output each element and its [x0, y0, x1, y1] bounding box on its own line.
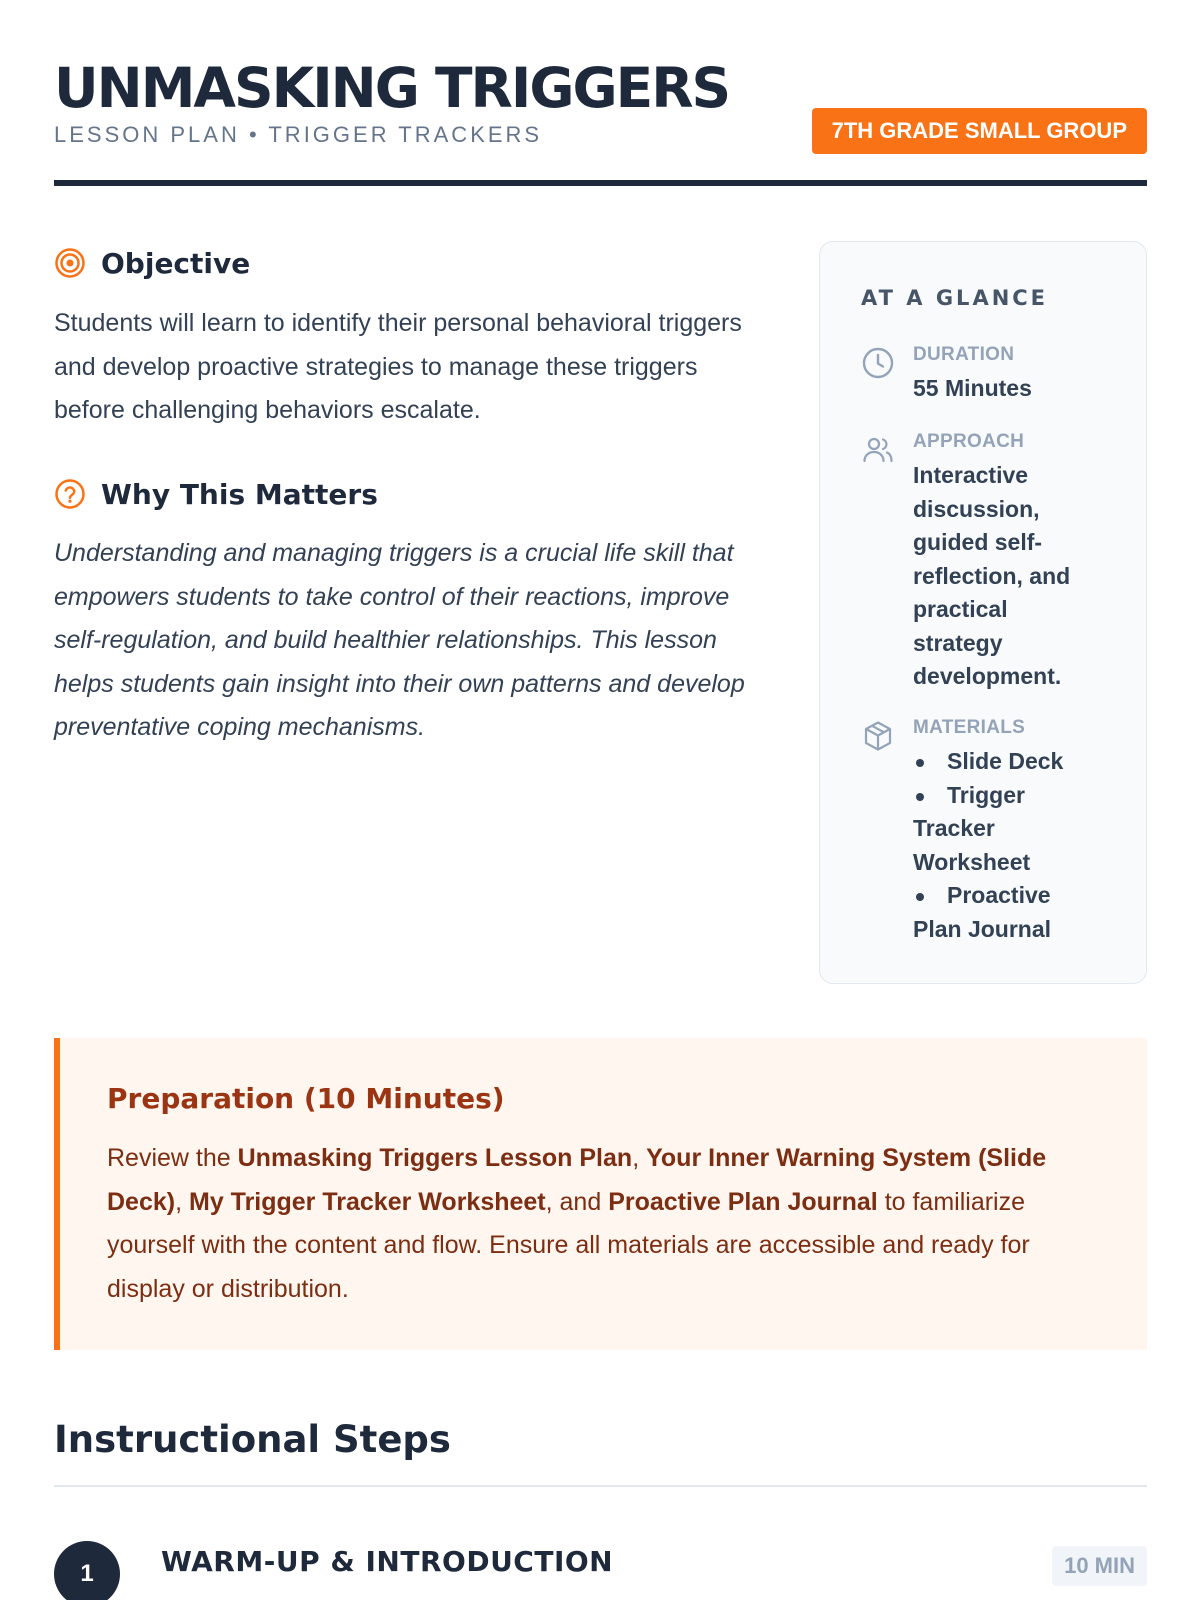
approach-value: Interactive discussion, guided self-reflection, and practical strategy development.: [913, 462, 1071, 689]
page-header: [54, 56, 1147, 187]
material-item: Trigger Tracker Worksheet: [913, 779, 1103, 880]
why-heading: [54, 476, 378, 512]
glance-materials: [861, 717, 1131, 947]
question-circle-icon: [54, 478, 86, 510]
preparation-text: [107, 1137, 1107, 1311]
prep-text-sep: , and: [545, 1187, 609, 1216]
at-a-glance-card: [819, 241, 1147, 984]
glance-approach: [861, 431, 1131, 691]
objective-heading: [54, 245, 250, 281]
materials-list: [913, 745, 1103, 946]
steps-divider: [54, 1485, 1147, 1487]
prep-text-sep: ,: [175, 1187, 189, 1216]
material-journal: Proactive Plan Journal: [608, 1187, 878, 1216]
prep-text-intro: Review the: [107, 1144, 238, 1172]
material-worksheet: My Trigger Tracker Worksheet: [189, 1187, 546, 1216]
duration-label: DURATION: [913, 344, 1015, 365]
why-text: Understanding and managing triggers is a crucial life skill that empowers students to take control of their reactions, improve self-regulation, and build healthier relationships. This lesson helps students gain insight into their own patterns and develop preventative coping mechanisms.: [54, 539, 745, 741]
why-heading-label: Why This Matters: [101, 477, 378, 511]
approach-label: APPROACH: [913, 431, 1025, 452]
preparation-title: Preparation (10 Minutes): [107, 1082, 505, 1115]
preparation-callout: [54, 1038, 1147, 1350]
clock-icon: [861, 346, 895, 380]
material-lesson-plan: Unmasking Triggers Lesson Plan: [237, 1144, 633, 1172]
box-icon: [861, 719, 895, 753]
page-subtitle: LESSON PLAN • TRIGGER TRACKERS: [54, 122, 543, 147]
page-title: UNMASKING TRIGGERS: [54, 56, 730, 120]
header-divider: [54, 180, 1147, 186]
materials-label: MATERIALS: [913, 717, 1026, 738]
target-icon: [54, 247, 86, 279]
objective-text: Students will learn to identify their personal behavioral triggers and develop proactive strategies to manage these triggers before challenging behaviors escalate.: [54, 309, 742, 424]
duration-value: 55 Minutes: [913, 375, 1032, 401]
step-duration-badge: 10 MIN: [1052, 1546, 1147, 1586]
material-item: Proactive Plan Journal: [913, 879, 1103, 946]
users-icon: [861, 433, 895, 467]
glance-title: AT A GLANCE: [861, 286, 1049, 310]
material-slide-deck: Your Inner Warning System (Slide Deck): [107, 1144, 1047, 1216]
steps-heading: Instructional Steps: [54, 1418, 451, 1461]
lesson-plan-page: [54, 0, 1147, 1600]
material-item: Slide Deck: [913, 745, 1103, 779]
step-number: 1: [54, 1541, 120, 1600]
prep-text-outro: to familiarize yourself with the content and flow. Ensure all materials are accessible and ready for display or distribution.: [107, 1187, 1030, 1303]
step-title: WARM-UP & INTRODUCTION: [161, 1545, 614, 1578]
prep-text-sep: ,: [632, 1144, 647, 1172]
objective-heading-label: Objective: [101, 246, 251, 280]
glance-duration: [861, 344, 1131, 404]
materials-value: [913, 745, 1103, 946]
grade-badge: 7TH GRADE SMALL GROUP: [812, 108, 1147, 154]
